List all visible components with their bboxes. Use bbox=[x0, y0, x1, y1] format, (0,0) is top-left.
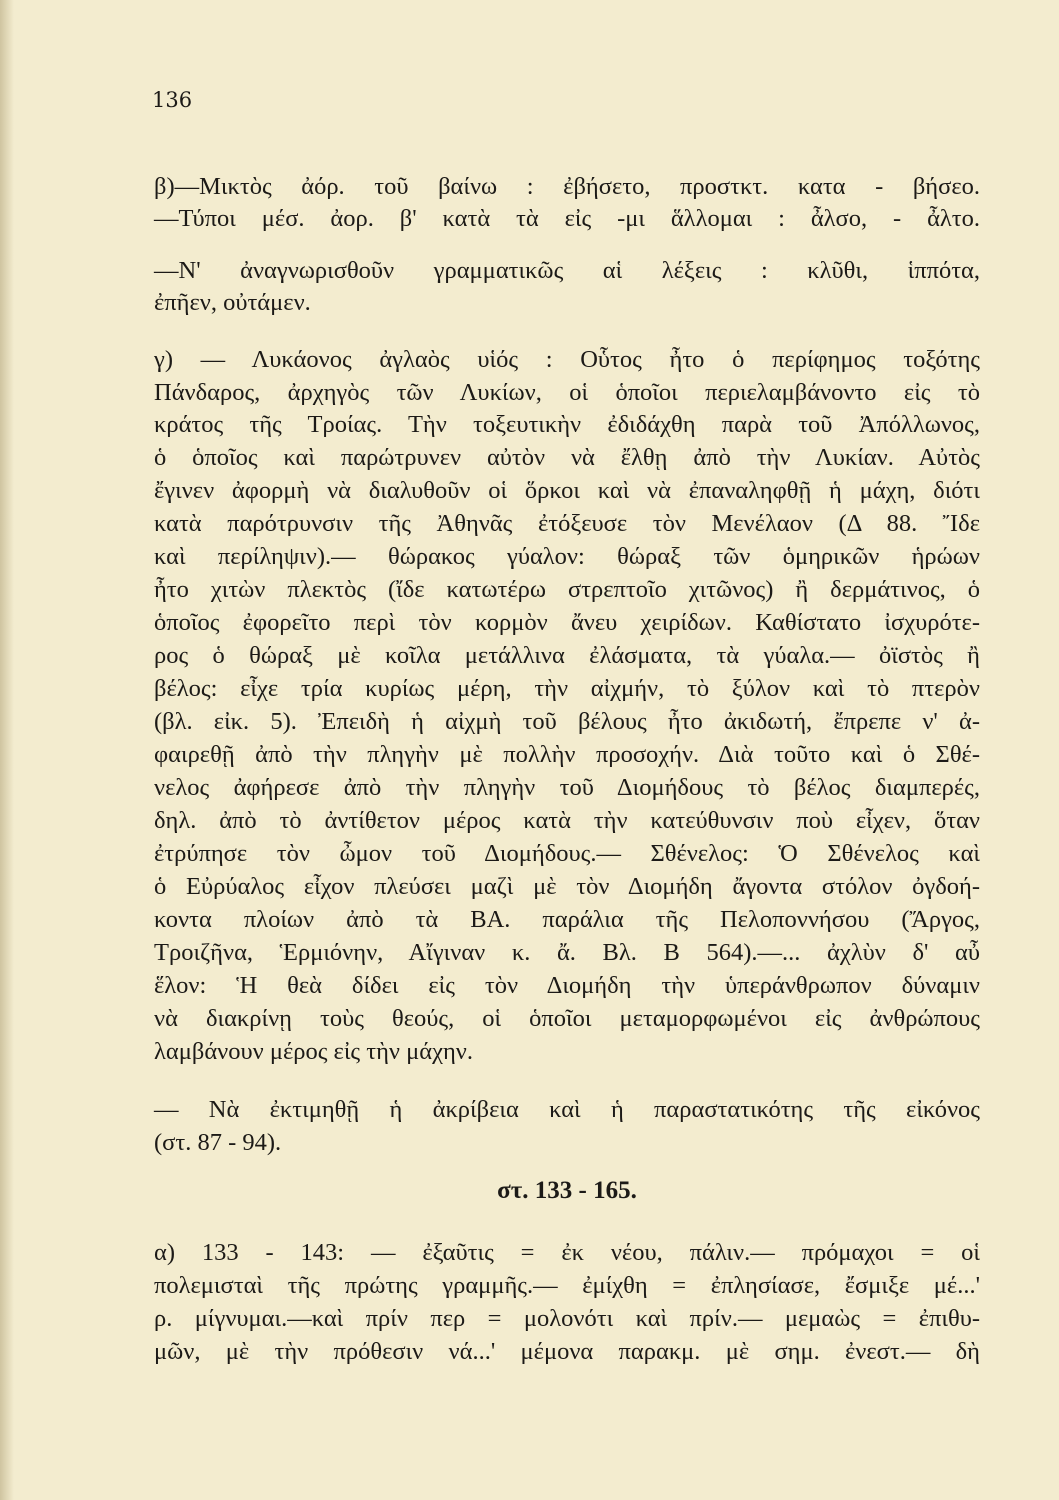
section-heading: στ. 133 - 165. bbox=[497, 1177, 637, 1204]
text-line: ἕλον: Ἡ θεὰ δίδει εἰς τὸν Διομήδη τὴν ὑπεράνθρωπον δύναμιν bbox=[154, 972, 980, 999]
text-line: δηλ. ἀπὸ τὸ ἀντίθετον μέρος κατὰ τὴν κατεύθυνσιν ποὺ εἶχεν, ὅταν bbox=[154, 807, 980, 834]
text-line: Τροιζῆνα, Ἑρμιόνην, Αἴγιναν κ. ἄ. Βλ. Β 564).—... ἀχλὺν δ' αὖ bbox=[154, 939, 980, 966]
text-line: νὰ διακρίνῃ τοὺς θεούς, οἱ ὁποῖοι μεταμορφωμένοι εἰς ἀνθρώπους bbox=[154, 1005, 980, 1032]
text-line: γ) — Λυκάονος ἀγλαὸς υἱός : Οὗτος ἦτο ὁ περίφημος τοξότης bbox=[154, 346, 980, 373]
text-line: κατὰ παρότρυνσιν τῆς Ἀθηνᾶς ἐτόξευσε τὸν Μενέλαον (Δ 88. Ἴδε bbox=[154, 510, 980, 537]
text-line: μῶν, μὲ τὴν πρόθεσιν νά...' μέμονα παρακμ. μὲ σημ. ἐνεστ.— δὴ bbox=[154, 1338, 980, 1365]
text-line: —Τύποι μέσ. ἀορ. β' κατὰ τὰ εἰς -μι ἅλλομαι : ἆλσο, - ἆλτο. bbox=[154, 205, 980, 232]
text-line: βέλος: εἶχε τρία κυρίως μέρη, τὴν αἰχμήν, τὸ ξύλον καὶ τὸ πτερὸν bbox=[154, 675, 980, 702]
text-line: —Ν' ἀναγνωρισθοῦν γραμματικῶς αἱ λέξεις : κλῦθι, ἱππότα, bbox=[154, 257, 980, 284]
text-line: (στ. 87 - 94). bbox=[154, 1129, 282, 1156]
text-line: φαιρεθῇ ἀπὸ τὴν πληγὴν μὲ πολλὴν προσοχήν. Διὰ τοῦτο καὶ ὁ Σθέ- bbox=[154, 741, 980, 768]
text-line: (βλ. εἰκ. 5). Ἐπειδὴ ἡ αἰχμὴ τοῦ βέλους ἦτο ἀκιδωτή, ἔπρεπε ν' ἀ- bbox=[154, 708, 980, 735]
text-line: β)—Μικτὸς ἀόρ. τοῦ βαίνω : ἐβήσετο, προστκτ. κατα - βήσεο. bbox=[154, 173, 980, 200]
text-line: ἔγινεν ἀφορμὴ νὰ διαλυθοῦν οἱ ὅρκοι καὶ νὰ ἐπαναληφθῇ ἡ μάχη, διότι bbox=[154, 477, 980, 504]
text-line: ρ. μίγνυμαι.—καὶ πρίν περ = μολονότι καὶ πρίν.— μεμαὼς = ἐπιθυ- bbox=[154, 1305, 980, 1332]
text-line: ἐτρύπησε τὸν ὦμον τοῦ Διομήδους.— Σθένελος: Ὁ Σθένελος καὶ bbox=[154, 840, 980, 867]
text-line: ἐπῆεν, οὐτάμεν. bbox=[154, 289, 311, 316]
text-line: ρος ὁ θώραξ μὲ κοῖλα μετάλλινα ἐλάσματα, τὰ γύαλα.— ὀϊστὸς ἢ bbox=[154, 642, 980, 669]
text-line: — Νὰ ἐκτιμηθῇ ἡ ἀκρίβεια καὶ ἡ παραστατικότης τῆς εἰκόνος bbox=[154, 1096, 980, 1123]
text-line: ἦτο χιτὼν πλεκτὸς (ἴδε κατωτέρω στρεπτοῖο χιτῶνος) ἢ δερμάτινος, ὁ bbox=[154, 576, 980, 603]
text-line: α) 133 - 143: — ἐξαῦτις = ἐκ νέου, πάλιν.— πρόμαχοι = οἱ bbox=[154, 1239, 980, 1266]
text-line: κοντα πλοίων ἀπὸ τὰ ΒΑ. παράλια τῆς Πελοποννήσου (Ἄργος, bbox=[154, 906, 980, 933]
page-edge-shadow bbox=[0, 0, 14, 1500]
text-line: κράτος τῆς Τροίας. Τὴν τοξευτικὴν ἐδιδάχθη παρὰ τοῦ Ἀπόλλωνος, bbox=[154, 411, 980, 438]
text-line: ὁ Εὐρύαλος εἶχον πλεύσει μαζὶ μὲ τὸν Διομήδη ἄγοντα στόλον ὀγδοή- bbox=[154, 873, 980, 900]
text-line: πολεμισταὶ τῆς πρώτης γραμμῆς.— ἐμίχθη = ἐπλησίασε, ἔσμιξε μέ...' bbox=[154, 1272, 980, 1299]
text-line: καὶ περίληψιν).— θώρακος γύαλον: θώραξ τῶν ὁμηρικῶν ἡρώων bbox=[154, 543, 980, 570]
text-line: Πάνδαρος, ἀρχηγὸς τῶν Λυκίων, οἱ ὁποῖοι περιελαμβάνοντο εἰς τὸ bbox=[154, 379, 980, 406]
text-line: λαμβάνουν μέρος εἰς τὴν μάχην. bbox=[154, 1038, 473, 1065]
page-number: 136 bbox=[152, 88, 193, 112]
text-line: νελος ἀφήρεσε ἀπὸ τὴν πληγὴν τοῦ Διομήδους τὸ βέλος διαμπερές, bbox=[154, 774, 980, 801]
text-line: ὁποῖος ἐφορεῖτο περὶ τὸν κορμὸν ἄνευ χειρίδων. Καθίστατο ἰσχυρότε- bbox=[154, 609, 980, 636]
text-line: ὁ ὁποῖος καὶ παρώτρυνεν αὐτὸν νὰ ἔλθῃ ἀπὸ τὴν Λυκίαν. Αὐτὸς bbox=[154, 444, 980, 471]
